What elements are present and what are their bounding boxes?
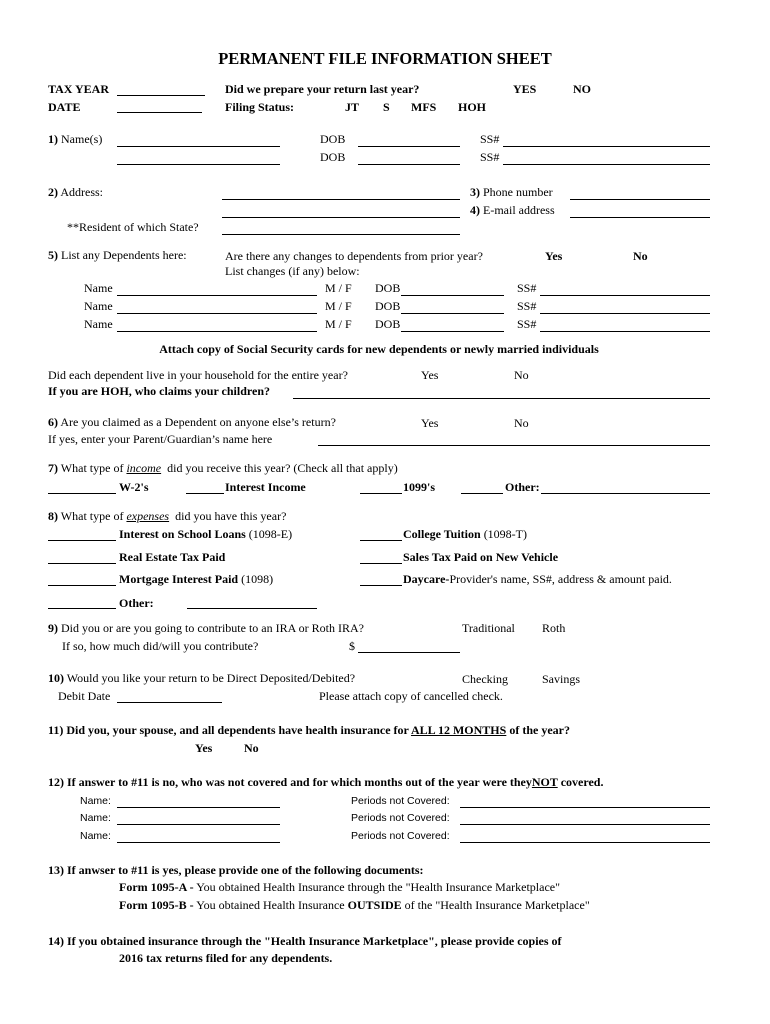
filing-hoh[interactable]: HOH	[458, 100, 487, 114]
real-estate-check[interactable]	[48, 563, 116, 564]
dependent-ss-label-2: SS#	[517, 299, 537, 313]
dependent-name-label-2: Name	[84, 299, 113, 313]
mortgage-label: Mortgage Interest Paid (1098)	[119, 572, 274, 586]
section-8-question: 8) What type of expenses did you have this year?	[48, 509, 287, 523]
dependent-mf-2[interactable]: M / F	[325, 299, 352, 313]
tax-year-field[interactable]	[117, 95, 205, 96]
resident-label: **Resident of which State?	[67, 220, 199, 234]
dob-label-2: DOB	[320, 150, 346, 164]
state-field[interactable]	[222, 234, 460, 235]
address-field-2[interactable]	[222, 217, 460, 218]
form-1095b-line: Form 1095-B - You obtained Health Insurance OUTSIDE of the "Health Insurance Marketplace"	[119, 898, 590, 912]
other-expense-label: Other:	[119, 596, 154, 610]
1099-label: 1099's	[403, 480, 436, 494]
section-6-question: 6) Are you claimed as a Dependent on anyone else’s return?	[48, 415, 336, 429]
dependent-dob-label-1: DOB	[375, 281, 401, 295]
school-loans-label: Interest on School Loans (1098-E)	[119, 527, 293, 541]
changes-yes[interactable]: Yes	[545, 249, 563, 263]
dob-label-1: DOB	[320, 132, 346, 146]
insurance-yes[interactable]: Yes	[195, 741, 213, 755]
periods-field-1[interactable]	[460, 807, 710, 808]
sales-tax-label: Sales Tax Paid on New Vehicle	[403, 550, 559, 564]
cancelled-check-note: Please attach copy of cancelled check.	[319, 689, 503, 703]
date-label: DATE	[48, 100, 81, 114]
periods-label-1: Periods not Covered:	[351, 795, 450, 807]
section-10-question: 10) Would you like your return to be Direct Deposited/Debited?	[48, 671, 356, 685]
debit-date-field[interactable]	[117, 702, 222, 703]
live-household-question: Did each dependent live in your household for the entire year?	[48, 368, 348, 382]
live-no[interactable]: No	[514, 368, 529, 382]
name-field-2[interactable]	[117, 164, 280, 165]
section-2-label: 2) Address:	[48, 185, 104, 199]
school-loans-check[interactable]	[48, 540, 116, 541]
ss-label-1: SS#	[480, 132, 500, 146]
daycare-check[interactable]	[360, 585, 402, 586]
filing-status-label: Filing Status:	[225, 100, 295, 114]
other-expense-field[interactable]	[187, 608, 317, 609]
prepared-yes[interactable]: YES	[513, 82, 537, 96]
periods-field-2[interactable]	[460, 824, 710, 825]
debit-date-label: Debit Date	[58, 689, 111, 703]
dependent-mf-1[interactable]: M / F	[325, 281, 352, 295]
uncovered-name-label-1: Name:	[80, 795, 111, 807]
prepared-question: Did we prepare your return last year?	[225, 82, 420, 96]
dependent-name-field-1[interactable]	[117, 295, 317, 296]
uncovered-name-label-2: Name:	[80, 812, 111, 824]
ira-traditional[interactable]: Traditional	[462, 621, 515, 635]
filing-s[interactable]: S	[383, 100, 390, 114]
section-13-question: 13) If anwser to #11 is yes, please provide one of the following documents:	[48, 863, 424, 877]
dependent-name-field-3[interactable]	[117, 331, 317, 332]
dependent-ss-label-1: SS#	[517, 281, 537, 295]
address-field-1[interactable]	[222, 199, 460, 200]
filing-jt[interactable]: JT	[345, 100, 360, 114]
hoh-field[interactable]	[293, 398, 710, 399]
w2-check[interactable]	[48, 493, 116, 494]
parent-guardian-label: If yes, enter your Parent/Guardian’s name here	[48, 432, 273, 446]
name-field-1[interactable]	[117, 146, 280, 147]
section-12-question: 12) If answer to #11 is no, who was not covered and for which months out of the year were theyNOT covered.	[48, 775, 604, 789]
college-tuition-check[interactable]	[360, 540, 402, 541]
dependent-dob-field-2[interactable]	[401, 313, 504, 314]
dependent-name-label-3: Name	[84, 317, 113, 331]
dob-field-2[interactable]	[358, 164, 460, 165]
dependent-mf-3[interactable]: M / F	[325, 317, 352, 331]
dependent-name-label-1: Name	[84, 281, 113, 295]
dob-field-1[interactable]	[358, 146, 460, 147]
section-5-label: 5) List any Dependents here:	[48, 248, 187, 262]
other-income-check[interactable]	[461, 493, 503, 494]
interest-check[interactable]	[186, 493, 224, 494]
dependent-dob-field-3[interactable]	[401, 331, 504, 332]
section-14-question: 14) If you obtained insurance through the "Health Insurance Marketplace", please provide copies of	[48, 934, 562, 948]
periods-label-2: Periods not Covered:	[351, 812, 450, 824]
college-tuition-label: College Tuition (1098-T)	[403, 527, 528, 541]
email-label: 4) E-mail address	[470, 203, 555, 217]
email-field[interactable]	[570, 217, 710, 218]
dependent-name-field-2[interactable]	[117, 313, 317, 314]
dependent-ss-field-2[interactable]	[540, 313, 710, 314]
periods-field-3[interactable]	[460, 842, 710, 843]
deposit-checking[interactable]: Checking	[462, 672, 508, 686]
page-title: PERMANENT FILE INFORMATION SHEET	[218, 49, 552, 68]
section-7-question: 7) What type of income did you receive this year? (Check all that apply)	[48, 461, 398, 475]
changes-no[interactable]: No	[633, 249, 648, 263]
other-income-field[interactable]	[541, 493, 710, 494]
ira-roth[interactable]: Roth	[542, 621, 566, 635]
ss-field-1[interactable]	[503, 146, 710, 147]
mortgage-check[interactable]	[48, 585, 116, 586]
dependent-ss-label-3: SS#	[517, 317, 537, 331]
sales-tax-check[interactable]	[360, 563, 402, 564]
daycare-label: Daycare-Provider's name, SS#, address & amount paid.	[403, 572, 672, 586]
dependent-dob-label-3: DOB	[375, 317, 401, 331]
live-yes[interactable]: Yes	[421, 368, 439, 382]
section-11-question: 11) Did you, your spouse, and all dependents have health insurance for ALL 12 MONTHS of the year?	[48, 723, 570, 737]
filing-mfs[interactable]: MFS	[411, 100, 437, 114]
dependent-ss-field-3[interactable]	[540, 331, 710, 332]
hoh-question: If you are HOH, who claims your children?	[48, 384, 271, 398]
section-14-question-cont: 2016 tax returns filed for any dependents.	[119, 951, 333, 965]
uncovered-name-label-3: Name:	[80, 830, 111, 842]
phone-field[interactable]	[570, 199, 710, 200]
interest-income-label: Interest Income	[225, 480, 306, 494]
uncovered-name-field-2[interactable]	[117, 824, 280, 825]
deposit-savings[interactable]: Savings	[542, 672, 581, 686]
phone-label: 3) Phone number	[470, 185, 553, 199]
ira-amount-label: If so, how much did/will you contribute?	[62, 639, 259, 653]
other-expense-check[interactable]	[48, 608, 116, 609]
form-1095a-line: Form 1095-A - You obtained Health Insurance through the "Health Insurance Marketplace"	[119, 880, 561, 894]
list-changes-label: List changes (if any) below:	[225, 264, 360, 278]
uncovered-name-field-1[interactable]	[117, 807, 280, 808]
attach-ss-cards-note: Attach copy of Social Security cards for new dependents or newly married individuals	[159, 342, 599, 356]
real-estate-label: Real Estate Tax Paid	[119, 550, 226, 564]
dependent-yes[interactable]: Yes	[421, 416, 439, 430]
ss-field-2[interactable]	[503, 164, 710, 165]
dependent-ss-field-1[interactable]	[540, 295, 710, 296]
uncovered-name-field-3[interactable]	[117, 842, 280, 843]
periods-label-3: Periods not Covered:	[351, 830, 450, 842]
dependents-changes-question: Are there any changes to dependents from prior year?	[225, 249, 483, 263]
section-9-question: 9) Did you or are you going to contribute to an IRA or Roth IRA?	[48, 621, 364, 635]
w2-label: W-2's	[119, 480, 149, 494]
insurance-no[interactable]: No	[244, 741, 259, 755]
dependent-dob-field-1[interactable]	[401, 295, 504, 296]
tax-year-label: TAX YEAR	[48, 82, 110, 96]
other-income-label: Other:	[505, 480, 540, 494]
ss-label-2: SS#	[480, 150, 500, 164]
dependent-no[interactable]: No	[514, 416, 529, 430]
date-field[interactable]	[117, 112, 202, 113]
parent-guardian-field[interactable]	[318, 445, 710, 446]
prepared-no[interactable]: NO	[573, 82, 591, 96]
section-1-label: 1) Name(s)	[48, 132, 103, 146]
ira-amount-field[interactable]	[358, 652, 460, 653]
dollar-sign: $	[349, 639, 355, 653]
dependent-dob-label-2: DOB	[375, 299, 401, 313]
1099-check[interactable]	[360, 493, 402, 494]
